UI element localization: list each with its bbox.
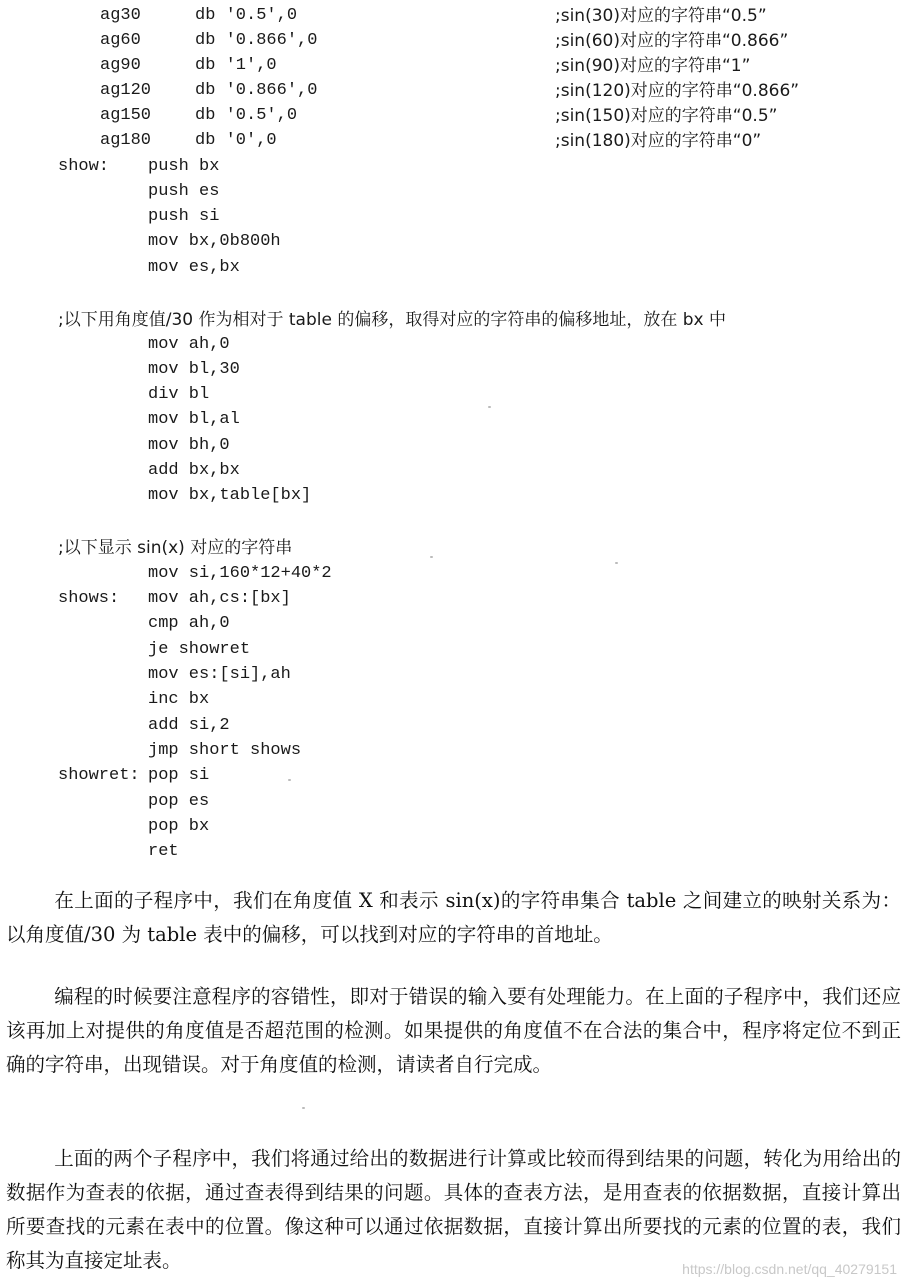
code-line: mov si,160*12+40*2	[148, 564, 332, 583]
watermark: https://blog.csdn.net/qq_40279151	[682, 1261, 897, 1277]
code-line: push bx	[148, 157, 220, 176]
code-line: push si	[148, 207, 220, 226]
row-op: db '1',0	[195, 56, 277, 75]
code-line: inc bx	[148, 690, 210, 709]
code-line: pop bx	[148, 817, 210, 836]
row-label: ag150	[100, 106, 152, 125]
scan-speck	[302, 1107, 305, 1109]
code-line: mov es:[si],ah	[148, 665, 291, 684]
row-comment: ;sin(150)对应的字符串“0.5”	[555, 106, 778, 126]
scan-speck	[615, 562, 618, 564]
code-line: mov ah,0	[148, 335, 230, 354]
code-line: div bl	[148, 385, 210, 404]
shows-label: shows:	[58, 589, 120, 608]
showret-label: showret:	[58, 766, 140, 785]
paragraph	[6, 1142, 901, 1278]
row-op: db '0.866',0	[195, 31, 318, 50]
row-op: db '0.5',0	[195, 106, 298, 125]
code-line: push es	[148, 182, 220, 201]
code-line: mov bl,30	[148, 360, 240, 379]
row-op: db '0.866',0	[195, 81, 318, 100]
row-op: db '0.5',0	[195, 6, 298, 25]
code-line: mov bx,table[bx]	[148, 486, 312, 505]
paragraph	[6, 980, 901, 1082]
row-op: db '0',0	[195, 131, 277, 150]
row-comment: ;sin(30)对应的字符串“0.5”	[555, 6, 767, 26]
row-label: ag30	[100, 6, 141, 25]
row-label: ag90	[100, 56, 141, 75]
code-comment: ;以下显示 sin(x) 对应的字符串	[58, 538, 293, 558]
row-label: ag60	[100, 31, 141, 50]
code-line: mov bh,0	[148, 436, 230, 455]
code-line: mov bx,0b800h	[148, 232, 281, 251]
code-line: add bx,bx	[148, 461, 240, 480]
paragraph-text: 在上面的子程序中，我们在角度值 X 和表示 sin(x)的字符串集合 table 之间建立的映射关系为：以角度值/30 为 table 表中的偏移，可以找到对应的字符串的首地址。	[6, 889, 901, 946]
code-line: ret	[148, 842, 179, 861]
row-comment: ;sin(60)对应的字符串“0.866”	[555, 31, 789, 51]
code-line: add si,2	[148, 716, 230, 735]
paragraph-text: 编程的时候要注意程序的容错性，即对于错误的输入要有处理能力。在上面的子程序中，我们还应该再加上对提供的角度值是否超范围的检测。如果提供的角度值不在合法的集合中，程序将定位不到正确的字符串，出现错误。对于角度值的检测，请读者自行完成。	[6, 985, 901, 1076]
row-comment: ;sin(120)对应的字符串“0.866”	[555, 81, 800, 101]
code-line: jmp short shows	[148, 741, 302, 760]
code-line: mov ah,cs:[bx]	[148, 589, 291, 608]
paragraph	[6, 884, 901, 952]
code-line: je showret	[148, 640, 251, 659]
code-line: pop es	[148, 792, 210, 811]
row-comment: ;sin(180)对应的字符串“0”	[555, 131, 762, 151]
code-line: pop si	[148, 766, 210, 785]
code-line: cmp ah,0	[148, 614, 230, 633]
scan-speck	[288, 779, 291, 781]
scan-speck	[430, 556, 433, 558]
scan-speck	[488, 406, 491, 408]
row-label: ag180	[100, 131, 152, 150]
code-comment: ;以下用角度值/30 作为相对于 table 的偏移，取得对应的字符串的偏移地址，放在 bx 中	[58, 310, 727, 330]
code-line: mov es,bx	[148, 258, 240, 277]
row-label: ag120	[100, 81, 152, 100]
show-label: show:	[58, 157, 110, 176]
code-line: mov bl,al	[148, 410, 240, 429]
row-comment: ;sin(90)对应的字符串“1”	[555, 56, 751, 76]
paragraph-text: 上面的两个子程序中，我们将通过给出的数据进行计算或比较而得到结果的问题，转化为用给出的数据作为查表的依据，通过查表得到结果的问题。具体的查表方法，是用查表的依据数据，直接计算出所要查找的元素在表中的位置。像这种可以通过依据数据，直接计算出所要找的元素的位置的表，我们称其为直接定址表。	[6, 1147, 901, 1272]
